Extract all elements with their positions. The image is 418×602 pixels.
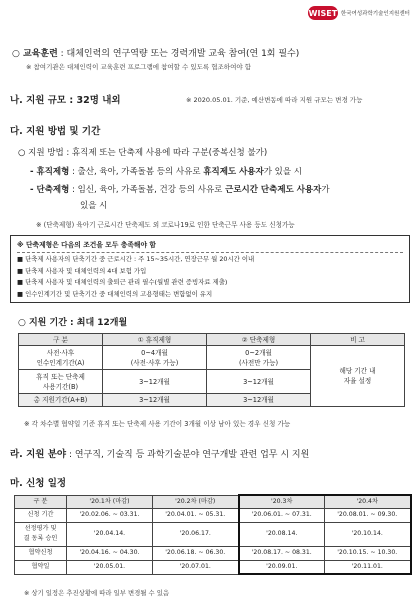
section-na-title: 나. 지원 규모 : 32명 내외 — [10, 95, 121, 106]
schedule-header-row — [15, 495, 411, 508]
condition-item: ■ 인수인계기간 및 단축기간 중 대체인력의 고용형태는 변함없이 유지 — [17, 289, 213, 298]
short-type-text: : 임신, 육아, 가족돌봄, 건강 등의 사유로 — [69, 185, 226, 195]
schedule-cell: '20.02.06. ~ 03.31. — [67, 508, 153, 522]
leave-type-bold: 휴직제도 사용자 — [203, 167, 264, 177]
short-type-line — [30, 183, 330, 195]
condition-item: ■ 단축제 사용자 및 대체인력의 출퇴근 관리 필수(월별 관련 증빙자료 제출) — [17, 278, 228, 286]
leave-type-text: : 출산, 육아, 가족돌봄 등의 사유로 — [69, 167, 204, 177]
short-type-label: - 단축제형 — [30, 185, 70, 195]
period-note: ※ 각 차수별 협약일 기준 휴직 또는 단축제 사용 기간이 3개월 이상 남아 있는 경우 신청 가능 — [24, 420, 291, 428]
section-ra-line — [10, 446, 309, 460]
schedule-cell: '20.09.01. — [239, 560, 325, 574]
schedule-cell: '20.06.17. — [153, 522, 239, 546]
schedule-cell: '20.06.01. ~ 07.31. — [239, 508, 325, 522]
conditions-list — [17, 252, 403, 300]
schedule-cell: '20.08.17. ~ 08.31. — [239, 546, 325, 560]
period-header-cell: ① 휴직제형 — [103, 334, 207, 346]
schedule-cell: '20.07.01. — [153, 560, 239, 574]
schedule-header-cell: 구 분 — [15, 495, 67, 508]
period-header-cell: 비 고 — [311, 334, 405, 346]
period-short-cell: 0~2개월 (사전만 가능) — [207, 346, 311, 370]
schedule-cell: '20.08.01. ~ 09.30. — [325, 508, 411, 522]
schedule-header-cell: '20.3차 — [239, 495, 325, 508]
schedule-table — [14, 494, 412, 575]
period-table — [18, 333, 405, 407]
schedule-row — [15, 546, 411, 560]
period-header-row — [19, 334, 405, 346]
training-prefix: ○ 교육훈련 — [12, 49, 58, 59]
training-text: : 대체인력의 연구역량 또는 경력개발 교육 참여(연 1회 필수) — [57, 49, 300, 59]
logo-mark: WISET — [308, 6, 338, 20]
period-leave-cell: 0~4개월 (사전·사후 가능) — [103, 346, 207, 370]
leave-type-line — [30, 165, 302, 177]
period-short-cell: 3~12개월 — [207, 394, 311, 407]
training-note: ※ 참여기관은 대체인력이 교육훈련 프로그램에 참여할 수 있도록 협조하여야 함 — [26, 63, 251, 71]
schedule-row-label: 신청 기간 — [15, 508, 67, 522]
schedule-cell: '20.04.14. — [67, 522, 153, 546]
section-da-title: 다. 지원 방법 및 기간 — [10, 126, 101, 137]
schedule-cell: '20.04.16. ~ 04.30. — [67, 546, 153, 560]
schedule-cell: '20.05.01. — [67, 560, 153, 574]
schedule-row-label: 협약일 — [15, 560, 67, 574]
leave-type-label: - 휴직제형 — [30, 167, 70, 177]
wiset-logo — [308, 6, 410, 20]
schedule-cell: '20.10.15. ~ 10.30. — [325, 546, 411, 560]
schedule-header-cell: '20.2차 (마감) — [153, 495, 239, 508]
schedule-cell: '20.06.18. ~ 06.30. — [153, 546, 239, 560]
short-type-bold: 근로시간 단축제도 사용자 — [225, 185, 322, 195]
schedule-note: ※ 상기 일정은 추진상황에 따라 일부 변경될 수 있음 — [24, 589, 170, 597]
method-line: ○ 지원 방법 : 휴직제 또는 단축제 사용에 따라 구분(중복신청 불가) — [18, 148, 268, 158]
logo-subtitle: 한국여성과학기술인지원센터 — [340, 11, 410, 17]
condition-item: ■ 단축제 사용자의 단축기간 중 근로시간 : 주 15~35시간, 연장근무 월 20시간 이내 — [17, 255, 255, 263]
section-ra-text: : 연구직, 기술직 등 과학기술분야 연구개발 관련 업무 시 지원 — [66, 450, 310, 460]
leave-type-tail: 가 있을 시 — [263, 167, 302, 177]
training-line — [12, 46, 299, 59]
period-row-label: 휴직 또는 단축제 사용기간(B) — [19, 370, 103, 394]
schedule-cell: '20.10.14. — [325, 522, 411, 546]
schedule-cell: '20.11.01. — [325, 560, 411, 574]
schedule-row-label: 협약신청 — [15, 546, 67, 560]
schedule-header-cell: '20.1차 (마감) — [67, 495, 153, 508]
conditions-box — [10, 235, 410, 303]
period-row-label: 사전·사후 인수인계기간(A) — [19, 346, 103, 370]
section-ma-title: 마. 신청 일정 — [10, 478, 67, 489]
period-remark-cell: 해당 기간 내 자율 설정 — [311, 346, 405, 407]
section-na-note: ※ 2020.05.01. 기준, 예산변동에 따라 지원 규모는 변경 가능 — [186, 96, 363, 104]
period-leave-cell: 3~12개월 — [103, 394, 207, 407]
conditions-header: ※ 단축제형은 다음의 조건을 모두 충족해야 함 — [17, 241, 156, 249]
condition-item: ■ 단축제 사용자 및 대체인력의 4대 보험 가입 — [17, 266, 147, 275]
period-row-label: 총 지원기간(A+B) — [19, 394, 103, 407]
period-leave-cell: 3~12개월 — [103, 370, 207, 394]
period-short-cell: 3~12개월 — [207, 370, 311, 394]
period-title: ○ 지원 기간 : 최대 12개월 — [18, 318, 128, 328]
short-type-tail: 가 — [321, 185, 330, 195]
covid-note: ※ (단축제형) 육아기 근로시간 단축제도 외 코로나19로 인한 단축근무 사용 등도 신청가능 — [36, 221, 295, 229]
period-row — [19, 346, 405, 370]
short-type-line2: 있을 시 — [80, 201, 108, 211]
period-header-cell: 구 분 — [19, 334, 103, 346]
section-ra-title: 라. 지원 분야 — [10, 449, 67, 460]
schedule-row — [15, 560, 411, 574]
schedule-row — [15, 522, 411, 546]
period-header-cell: ② 단축제형 — [207, 334, 311, 346]
schedule-header-cell: '20.4차 — [325, 495, 411, 508]
schedule-row — [15, 508, 411, 522]
schedule-cell: '20.08.14. — [239, 522, 325, 546]
schedule-cell: '20.04.01. ~ 05.31. — [153, 508, 239, 522]
schedule-row-label: 선정평가 및 결 동록 승인 — [15, 522, 67, 546]
